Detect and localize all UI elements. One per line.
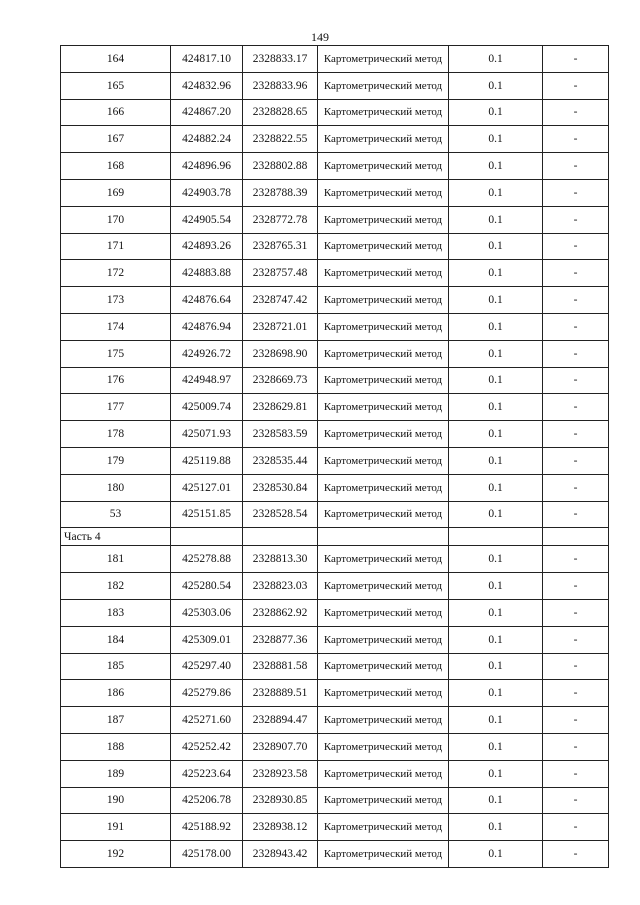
note-cell: - xyxy=(543,260,609,287)
note-cell: - xyxy=(543,841,609,868)
coordinate-y-cell: 2328535.44 xyxy=(243,447,318,474)
method-cell: Картометрический метод xyxy=(318,99,449,126)
accuracy-cell: 0.1 xyxy=(449,72,543,99)
coordinate-y-cell: 2328828.65 xyxy=(243,99,318,126)
method-cell: Картометрический метод xyxy=(318,787,449,814)
coordinate-x-cell: 425188.92 xyxy=(171,814,243,841)
point-number-cell: 168 xyxy=(61,153,171,180)
point-number-cell: 178 xyxy=(61,421,171,448)
note-cell: - xyxy=(543,72,609,99)
table-row xyxy=(61,447,609,474)
coordinate-x-cell: 425280.54 xyxy=(171,573,243,600)
note-cell: - xyxy=(543,421,609,448)
accuracy-cell: 0.1 xyxy=(449,153,543,180)
accuracy-cell: 0.1 xyxy=(449,179,543,206)
method-cell: Картометрический метод xyxy=(318,394,449,421)
note-cell: - xyxy=(543,653,609,680)
coordinate-y-cell: 2328765.31 xyxy=(243,233,318,260)
point-number-cell: 164 xyxy=(61,46,171,73)
note-cell: - xyxy=(543,394,609,421)
table-row xyxy=(61,153,609,180)
empty-cell xyxy=(543,528,609,546)
coordinate-x-cell: 424948.97 xyxy=(171,367,243,394)
section-row xyxy=(61,528,609,546)
accuracy-cell: 0.1 xyxy=(449,233,543,260)
method-cell: Картометрический метод xyxy=(318,626,449,653)
coordinate-y-cell: 2328877.36 xyxy=(243,626,318,653)
accuracy-cell: 0.1 xyxy=(449,287,543,314)
point-number-cell: 189 xyxy=(61,760,171,787)
accuracy-cell: 0.1 xyxy=(449,680,543,707)
point-number-cell: 188 xyxy=(61,733,171,760)
note-cell: - xyxy=(543,760,609,787)
coordinate-y-cell: 2328822.55 xyxy=(243,126,318,153)
coordinate-x-cell: 425151.85 xyxy=(171,501,243,528)
coordinate-y-cell: 2328583.59 xyxy=(243,421,318,448)
coordinate-x-cell: 424896.96 xyxy=(171,153,243,180)
coordinate-y-cell: 2328862.92 xyxy=(243,599,318,626)
coordinate-x-cell: 425223.64 xyxy=(171,760,243,787)
point-number-cell: 184 xyxy=(61,626,171,653)
point-number-cell: 166 xyxy=(61,99,171,126)
coordinate-x-cell: 424893.26 xyxy=(171,233,243,260)
note-cell: - xyxy=(543,153,609,180)
accuracy-cell: 0.1 xyxy=(449,340,543,367)
point-number-cell: 182 xyxy=(61,573,171,600)
method-cell: Картометрический метод xyxy=(318,501,449,528)
table-row xyxy=(61,233,609,260)
point-number-cell: 187 xyxy=(61,707,171,734)
table-row xyxy=(61,546,609,573)
note-cell: - xyxy=(543,126,609,153)
method-cell: Картометрический метод xyxy=(318,153,449,180)
accuracy-cell: 0.1 xyxy=(449,599,543,626)
table-row xyxy=(61,841,609,868)
coordinate-x-cell: 425271.60 xyxy=(171,707,243,734)
accuracy-cell: 0.1 xyxy=(449,474,543,501)
method-cell: Картометрический метод xyxy=(318,287,449,314)
method-cell: Картометрический метод xyxy=(318,546,449,573)
coordinate-y-cell: 2328943.42 xyxy=(243,841,318,868)
method-cell: Картометрический метод xyxy=(318,474,449,501)
coordinate-y-cell: 2328802.88 xyxy=(243,153,318,180)
table-row xyxy=(61,814,609,841)
empty-cell xyxy=(318,528,449,546)
coordinate-x-cell: 424882.24 xyxy=(171,126,243,153)
method-cell: Картометрический метод xyxy=(318,126,449,153)
point-number-cell: 176 xyxy=(61,367,171,394)
note-cell: - xyxy=(543,474,609,501)
coordinate-y-cell: 2328823.03 xyxy=(243,573,318,600)
method-cell: Картометрический метод xyxy=(318,760,449,787)
point-number-cell: 180 xyxy=(61,474,171,501)
coordinate-x-cell: 424867.20 xyxy=(171,99,243,126)
method-cell: Картометрический метод xyxy=(318,599,449,626)
table-row xyxy=(61,680,609,707)
note-cell: - xyxy=(543,546,609,573)
note-cell: - xyxy=(543,599,609,626)
coordinate-y-cell: 2328757.48 xyxy=(243,260,318,287)
coordinate-y-cell: 2328788.39 xyxy=(243,179,318,206)
coordinate-x-cell: 425119.88 xyxy=(171,447,243,474)
table-row xyxy=(61,72,609,99)
accuracy-cell: 0.1 xyxy=(449,707,543,734)
coordinate-y-cell: 2328813.30 xyxy=(243,546,318,573)
coordinate-y-cell: 2328528.54 xyxy=(243,501,318,528)
point-number-cell: 179 xyxy=(61,447,171,474)
coordinate-x-cell: 424832.96 xyxy=(171,72,243,99)
accuracy-cell: 0.1 xyxy=(449,126,543,153)
note-cell: - xyxy=(543,626,609,653)
method-cell: Картометрический метод xyxy=(318,841,449,868)
coordinate-x-cell: 425297.40 xyxy=(171,653,243,680)
method-cell: Картометрический метод xyxy=(318,46,449,73)
coordinate-y-cell: 2328881.58 xyxy=(243,653,318,680)
accuracy-cell: 0.1 xyxy=(449,394,543,421)
accuracy-cell: 0.1 xyxy=(449,653,543,680)
accuracy-cell: 0.1 xyxy=(449,733,543,760)
method-cell: Картометрический метод xyxy=(318,340,449,367)
method-cell: Картометрический метод xyxy=(318,206,449,233)
method-cell: Картометрический метод xyxy=(318,707,449,734)
method-cell: Картометрический метод xyxy=(318,260,449,287)
table-row xyxy=(61,340,609,367)
empty-cell xyxy=(449,528,543,546)
method-cell: Картометрический метод xyxy=(318,72,449,99)
method-cell: Картометрический метод xyxy=(318,447,449,474)
point-number-cell: 165 xyxy=(61,72,171,99)
note-cell: - xyxy=(543,340,609,367)
point-number-cell: 170 xyxy=(61,206,171,233)
table-row xyxy=(61,421,609,448)
coordinate-x-cell: 424876.64 xyxy=(171,287,243,314)
accuracy-cell: 0.1 xyxy=(449,421,543,448)
table-row xyxy=(61,599,609,626)
coordinate-x-cell: 425127.01 xyxy=(171,474,243,501)
table-row xyxy=(61,367,609,394)
point-number-cell: 175 xyxy=(61,340,171,367)
method-cell: Картометрический метод xyxy=(318,421,449,448)
accuracy-cell: 0.1 xyxy=(449,313,543,340)
point-number-cell: 169 xyxy=(61,179,171,206)
coordinates-table xyxy=(60,45,609,868)
accuracy-cell: 0.1 xyxy=(449,814,543,841)
coordinate-x-cell: 424903.78 xyxy=(171,179,243,206)
method-cell: Картометрический метод xyxy=(318,233,449,260)
accuracy-cell: 0.1 xyxy=(449,367,543,394)
point-number-cell: 190 xyxy=(61,787,171,814)
coordinate-y-cell: 2328930.85 xyxy=(243,787,318,814)
note-cell: - xyxy=(543,573,609,600)
coordinate-y-cell: 2328698.90 xyxy=(243,340,318,367)
note-cell: - xyxy=(543,814,609,841)
table-row xyxy=(61,260,609,287)
accuracy-cell: 0.1 xyxy=(449,760,543,787)
method-cell: Картометрический метод xyxy=(318,179,449,206)
table-row xyxy=(61,313,609,340)
table-row xyxy=(61,206,609,233)
table-row xyxy=(61,787,609,814)
section-header xyxy=(61,528,609,546)
method-cell: Картометрический метод xyxy=(318,367,449,394)
method-cell: Картометрический метод xyxy=(318,733,449,760)
method-cell: Картометрический метод xyxy=(318,313,449,340)
point-number-cell: 174 xyxy=(61,313,171,340)
accuracy-cell: 0.1 xyxy=(449,99,543,126)
note-cell: - xyxy=(543,99,609,126)
point-number-cell: 181 xyxy=(61,546,171,573)
table-row xyxy=(61,501,609,528)
note-cell: - xyxy=(543,206,609,233)
coordinate-y-cell: 2328747.42 xyxy=(243,287,318,314)
coordinate-x-cell: 424905.54 xyxy=(171,206,243,233)
table-body-part-3 xyxy=(61,46,609,528)
accuracy-cell: 0.1 xyxy=(449,787,543,814)
accuracy-cell: 0.1 xyxy=(449,573,543,600)
note-cell: - xyxy=(543,447,609,474)
coordinate-x-cell: 425278.88 xyxy=(171,546,243,573)
point-number-cell: 186 xyxy=(61,680,171,707)
coordinate-x-cell: 425252.42 xyxy=(171,733,243,760)
point-number-cell: 192 xyxy=(61,841,171,868)
table-row xyxy=(61,626,609,653)
method-cell: Картометрический метод xyxy=(318,680,449,707)
empty-cell xyxy=(243,528,318,546)
coordinate-y-cell: 2328772.78 xyxy=(243,206,318,233)
table-row xyxy=(61,46,609,73)
table-row xyxy=(61,394,609,421)
coordinate-y-cell: 2328530.84 xyxy=(243,474,318,501)
point-number-cell: 167 xyxy=(61,126,171,153)
table-row xyxy=(61,733,609,760)
table-row xyxy=(61,653,609,680)
table-body-part-4 xyxy=(61,546,609,868)
accuracy-cell: 0.1 xyxy=(449,447,543,474)
point-number-cell: 172 xyxy=(61,260,171,287)
coordinate-x-cell: 424817.10 xyxy=(171,46,243,73)
point-number-cell: 173 xyxy=(61,287,171,314)
coordinate-y-cell: 2328669.73 xyxy=(243,367,318,394)
accuracy-cell: 0.1 xyxy=(449,501,543,528)
coordinate-x-cell: 424926.72 xyxy=(171,340,243,367)
note-cell: - xyxy=(543,179,609,206)
coordinate-x-cell: 425009.74 xyxy=(171,394,243,421)
accuracy-cell: 0.1 xyxy=(449,841,543,868)
note-cell: - xyxy=(543,46,609,73)
page-number: 149 xyxy=(311,30,329,44)
note-cell: - xyxy=(543,787,609,814)
coordinate-y-cell: 2328938.12 xyxy=(243,814,318,841)
note-cell: - xyxy=(543,680,609,707)
note-cell: - xyxy=(543,233,609,260)
coordinate-x-cell: 424883.88 xyxy=(171,260,243,287)
accuracy-cell: 0.1 xyxy=(449,626,543,653)
coordinate-x-cell: 425303.06 xyxy=(171,599,243,626)
empty-cell xyxy=(171,528,243,546)
coordinate-y-cell: 2328894.47 xyxy=(243,707,318,734)
coordinate-y-cell: 2328889.51 xyxy=(243,680,318,707)
method-cell: Картометрический метод xyxy=(318,814,449,841)
note-cell: - xyxy=(543,733,609,760)
table-row xyxy=(61,573,609,600)
coordinate-x-cell: 424876.94 xyxy=(171,313,243,340)
accuracy-cell: 0.1 xyxy=(449,206,543,233)
note-cell: - xyxy=(543,367,609,394)
note-cell: - xyxy=(543,707,609,734)
note-cell: - xyxy=(543,287,609,314)
method-cell: Картометрический метод xyxy=(318,653,449,680)
table-row xyxy=(61,474,609,501)
coordinate-y-cell: 2328923.58 xyxy=(243,760,318,787)
method-cell: Картометрический метод xyxy=(318,573,449,600)
table-row xyxy=(61,126,609,153)
coordinate-y-cell: 2328833.17 xyxy=(243,46,318,73)
point-number-cell: 183 xyxy=(61,599,171,626)
point-number-cell: 177 xyxy=(61,394,171,421)
point-number-cell: 53 xyxy=(61,501,171,528)
point-number-cell: 185 xyxy=(61,653,171,680)
coordinate-x-cell: 425309.01 xyxy=(171,626,243,653)
table-row xyxy=(61,760,609,787)
coordinate-x-cell: 425206.78 xyxy=(171,787,243,814)
coordinate-x-cell: 425178.00 xyxy=(171,841,243,868)
accuracy-cell: 0.1 xyxy=(449,546,543,573)
table-row xyxy=(61,99,609,126)
table-row xyxy=(61,707,609,734)
coordinate-y-cell: 2328907.70 xyxy=(243,733,318,760)
coordinate-y-cell: 2328833.96 xyxy=(243,72,318,99)
note-cell: - xyxy=(543,313,609,340)
point-number-cell: 191 xyxy=(61,814,171,841)
table-row xyxy=(61,179,609,206)
note-cell: - xyxy=(543,501,609,528)
coordinate-x-cell: 425071.93 xyxy=(171,421,243,448)
accuracy-cell: 0.1 xyxy=(449,260,543,287)
coordinate-x-cell: 425279.86 xyxy=(171,680,243,707)
section-label: Часть 4 xyxy=(61,528,171,546)
coordinate-y-cell: 2328721.01 xyxy=(243,313,318,340)
coordinate-y-cell: 2328629.81 xyxy=(243,394,318,421)
accuracy-cell: 0.1 xyxy=(449,46,543,73)
point-number-cell: 171 xyxy=(61,233,171,260)
table-row xyxy=(61,287,609,314)
